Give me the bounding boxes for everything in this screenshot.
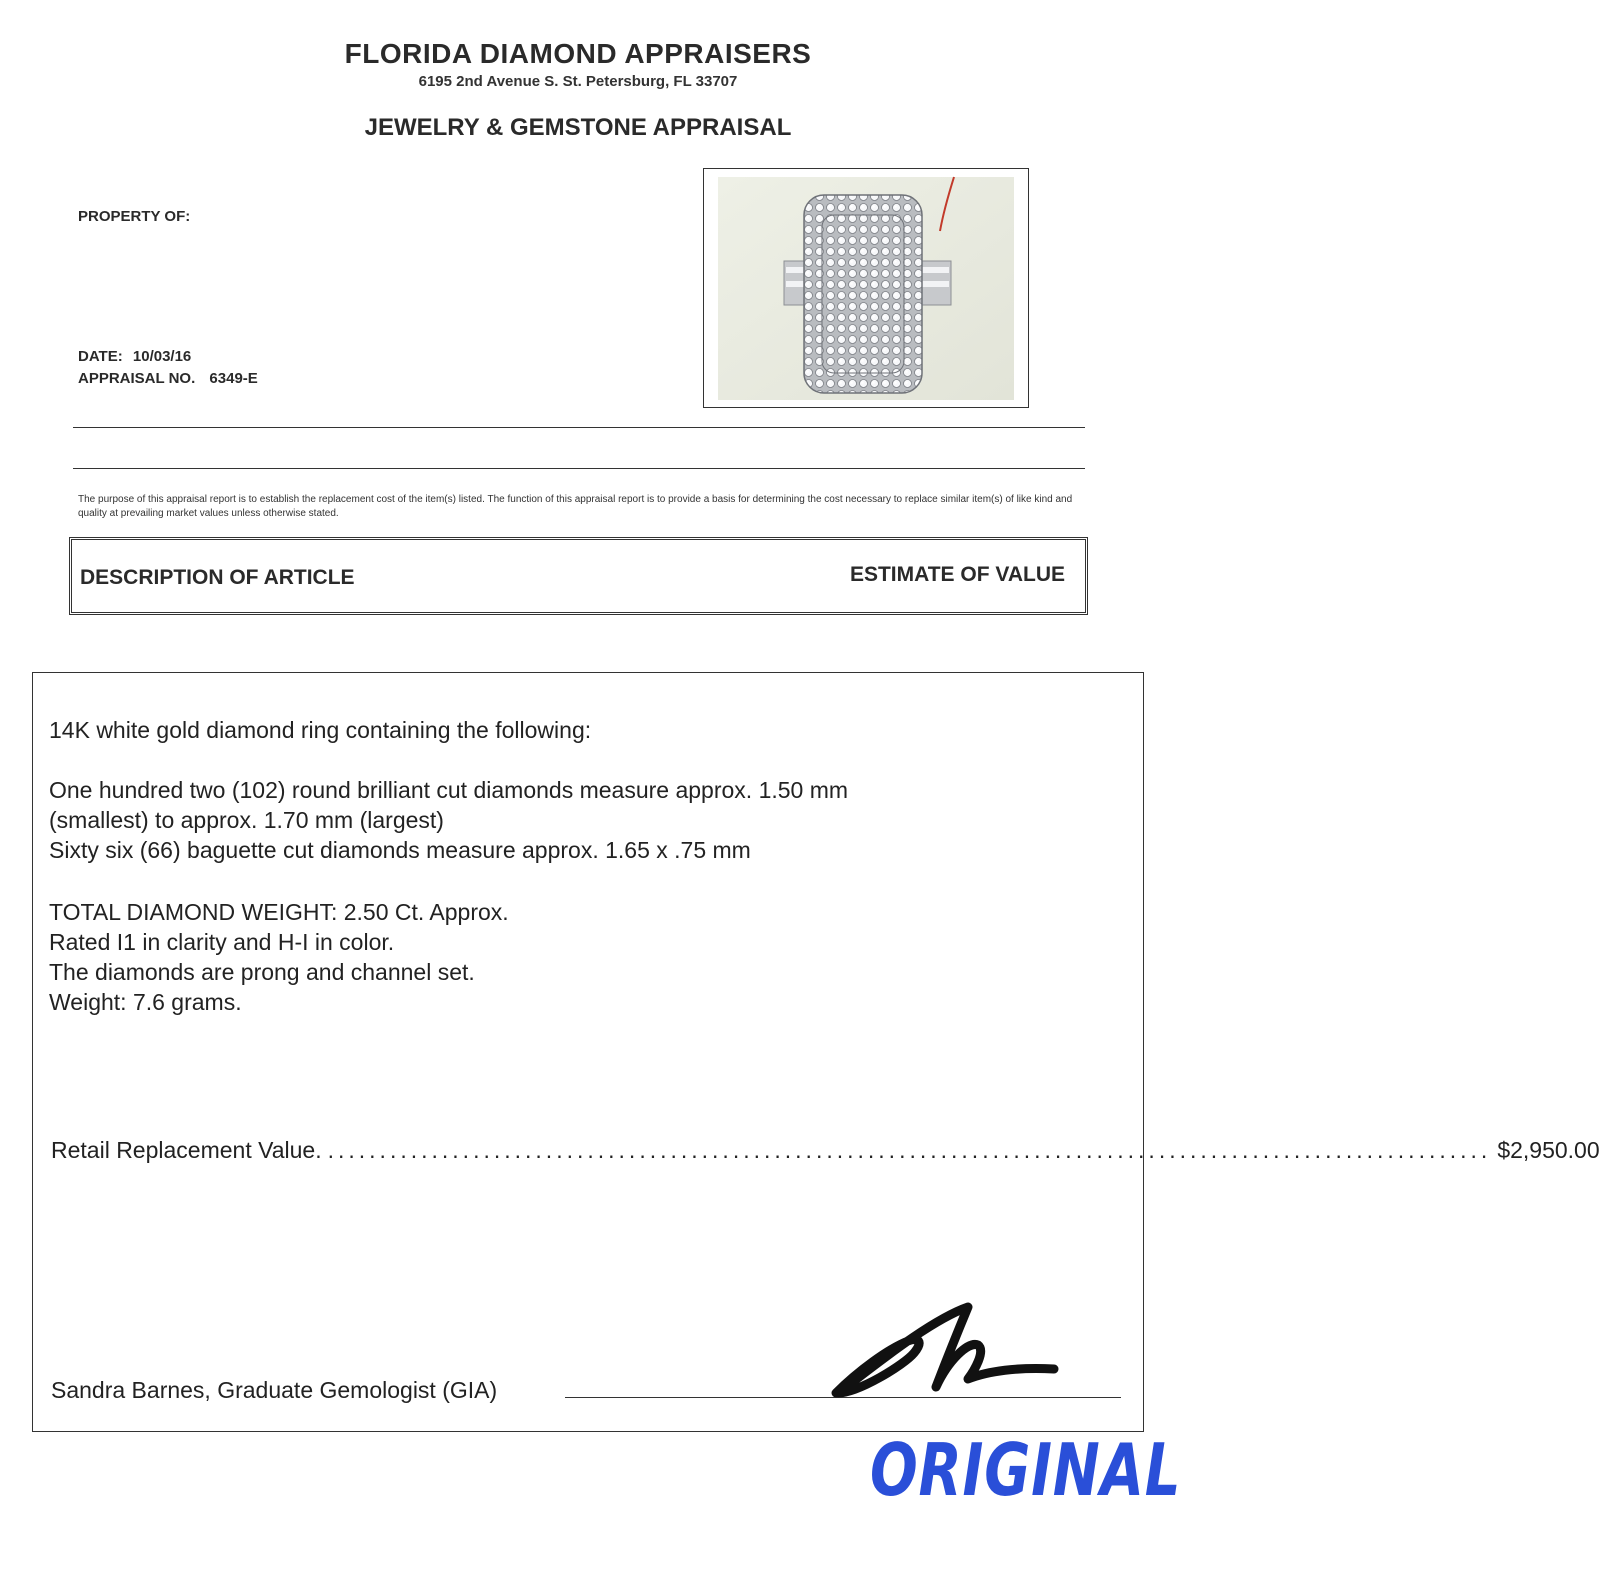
article-description-box	[32, 672, 1600, 1432]
document-title: JEWELRY & GEMSTONE APPRAISAL	[364, 114, 792, 141]
divider-top	[73, 427, 1085, 428]
date-value: 10/03/16	[132, 348, 192, 365]
retail-label: Retail Replacement Value.	[51, 1137, 322, 1163]
property-label: PROPERTY OF:	[78, 208, 191, 225]
company-address: 6195 2nd Avenue S. St. Petersburg, FL 33707	[418, 73, 738, 90]
estimate-header: ESTIMATE OF VALUE	[849, 563, 1065, 586]
clarity-color-rating: Rated I1 in clarity and H-I in color.	[49, 929, 395, 955]
setting-type: The diamonds are prong and channel set.	[49, 959, 475, 985]
appraisal-row	[78, 370, 258, 387]
original-stamp: ORIGINAL	[870, 1428, 1182, 1512]
date-row	[78, 348, 191, 365]
gram-weight: Weight: 7.6 grams.	[49, 989, 242, 1015]
appraisal-label: APPRAISAL NO.	[78, 370, 196, 387]
date-label: DATE:	[78, 348, 123, 365]
gemologist-name: Sandra Barnes, Graduate Gemologist (GIA)	[51, 1377, 498, 1403]
leader-dots: ................................................................................................................	[327, 1137, 1492, 1163]
description-round-range: (smallest) to approx. 1.70 mm (largest)	[49, 807, 444, 833]
retail-value: $2,950.00	[1497, 1137, 1600, 1163]
signature-mark	[828, 1301, 1068, 1401]
ring-photo	[704, 169, 1027, 406]
divider-bottom	[73, 468, 1085, 469]
description-header: DESCRIPTION OF ARTICLE	[80, 566, 355, 589]
description-round-diamonds: One hundred two (102) round brilliant cut diamonds measure approx. 1.50 mm	[49, 777, 849, 803]
appraisal-number: 6349-E	[209, 370, 258, 387]
retail-value-row	[51, 1137, 1600, 1164]
description-baguette: Sixty six (66) baguette cut diamonds measure approx. 1.65 x .75 mm	[49, 837, 751, 863]
purpose-disclaimer: The purpose of this appraisal report is to establish the replacement cost of the item(s) listed. The function of this appraisal report is to provide a basis for determining the cost necessary to replace similar item(s) of like kind and quality at prevailing market values unless otherwise stated.	[78, 494, 1073, 519]
table-header-box	[69, 537, 1088, 615]
total-diamond-weight: TOTAL DIAMOND WEIGHT: 2.50 Ct. Approx.	[49, 899, 509, 925]
ring-photo-frame	[703, 168, 1029, 408]
company-name: FLORIDA DIAMOND APPRAISERS	[344, 38, 812, 69]
description-intro: 14K white gold diamond ring containing the following:	[49, 717, 592, 743]
